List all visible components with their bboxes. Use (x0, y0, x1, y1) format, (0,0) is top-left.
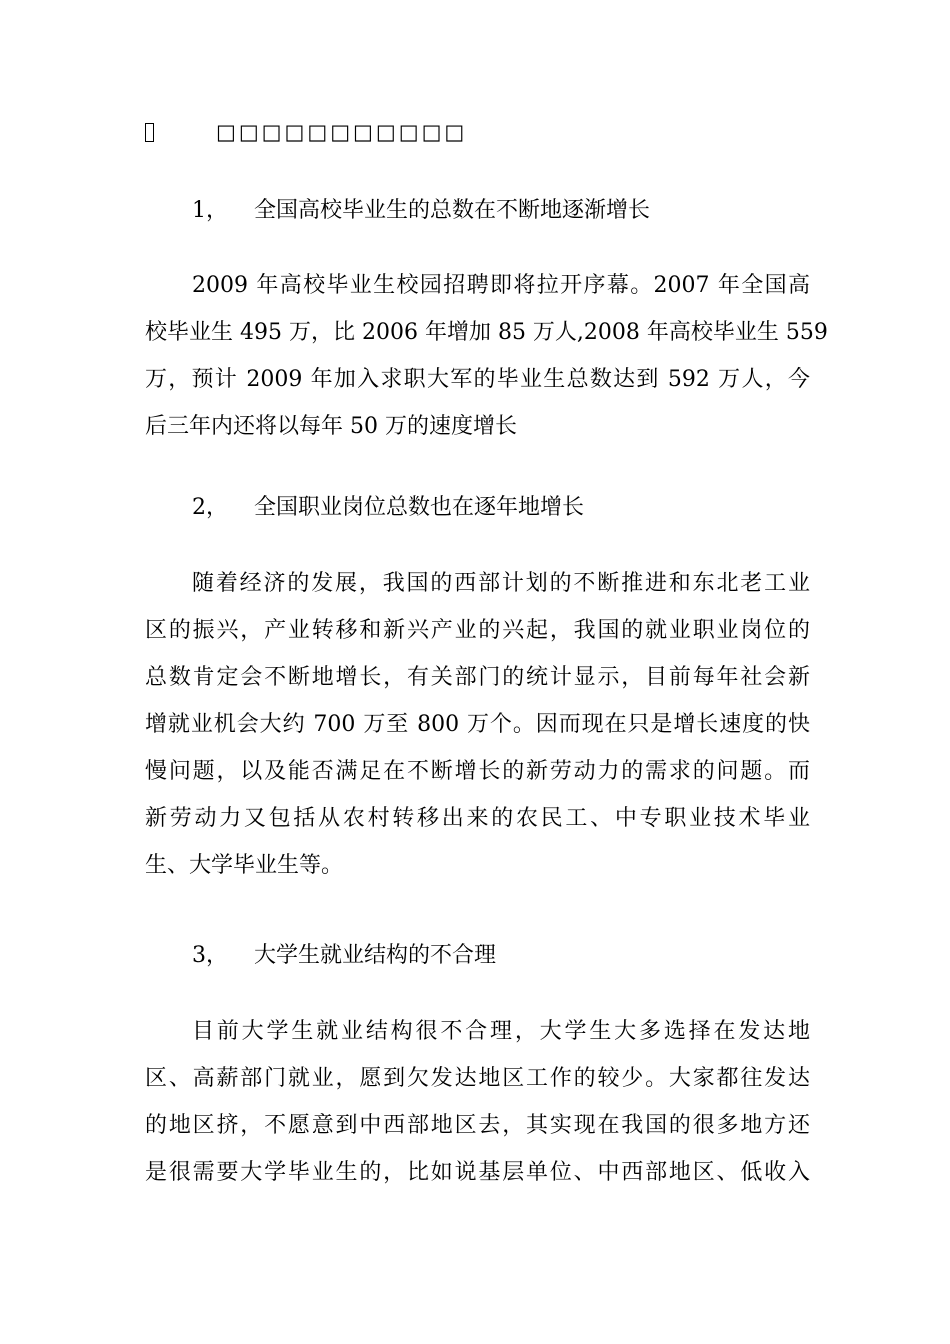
section-number: 1， (192, 198, 228, 223)
missing-glyph-icon (145, 123, 154, 142)
paragraph-line: 新劳动力又包括从农村转移出来的农民工、中专职业技术毕业 (145, 806, 810, 831)
paragraph-line: 校毕业生 495 万，比 2006 年增加 85 万人,2008 年高校毕业生 559 (145, 320, 828, 345)
paragraph-2 (145, 560, 810, 889)
section-title-text: 大学生就业结构的不合理 (254, 943, 497, 968)
section-heading (145, 116, 467, 148)
heading-text: □□□□□□□□□□□ (216, 120, 468, 144)
section-title-1 (192, 195, 650, 227)
paragraph-line: 增就业机会大约 700 万至 800 万个。因而现在只是增长速度的快 (145, 712, 810, 737)
paragraph-line: 总数肯定会不断地增长，有关部门的统计显示，目前每年社会新 (145, 665, 810, 690)
paragraph-line: 的地区挤，不愿意到中西部地区去，其实现在我国的很多地方还 (145, 1113, 810, 1138)
paragraph-line: 生、大学毕业生等。 (145, 853, 344, 878)
paragraph-line: 慢问题，以及能否满足在不断增长的新劳动力的需求的问题。而 (145, 759, 810, 784)
section-number: 2， (192, 495, 228, 520)
paragraph-line: 是很需要大学毕业生的，比如说基层单位、中西部地区、低收入 (145, 1160, 810, 1185)
paragraph-line: 区、高薪部门就业，愿到欠发达地区工作的较少。大家都往发达 (145, 1066, 810, 1091)
section-title-text: 全国高校毕业生的总数在不断地逐渐增长 (254, 198, 651, 223)
paragraph-line: 随着经济的发展，我国的西部计划的不断推进和东北老工业 (192, 571, 810, 596)
paragraph-line: 目前大学生就业结构很不合理，大学生大多选择在发达地 (192, 1019, 810, 1044)
section-title-2 (192, 492, 584, 524)
paragraph-line: 2009 年高校毕业生校园招聘即将拉开序幕。2007 年全国高 (192, 273, 810, 298)
paragraph-line: 后三年内还将以每年 50 万的速度增长 (145, 414, 517, 439)
section-title-text: 全国职业岗位总数也在逐年地增长 (254, 495, 585, 520)
section-title-3 (192, 940, 496, 972)
paragraph-1 (145, 262, 828, 450)
paragraph-3 (145, 1008, 810, 1196)
section-number: 3， (192, 943, 228, 968)
paragraph-line: 万，预计 2009 年加入求职大军的毕业生总数达到 592 万人，今 (145, 367, 810, 392)
paragraph-line: 区的振兴，产业转移和新兴产业的兴起，我国的就业职业岗位的 (145, 618, 810, 643)
